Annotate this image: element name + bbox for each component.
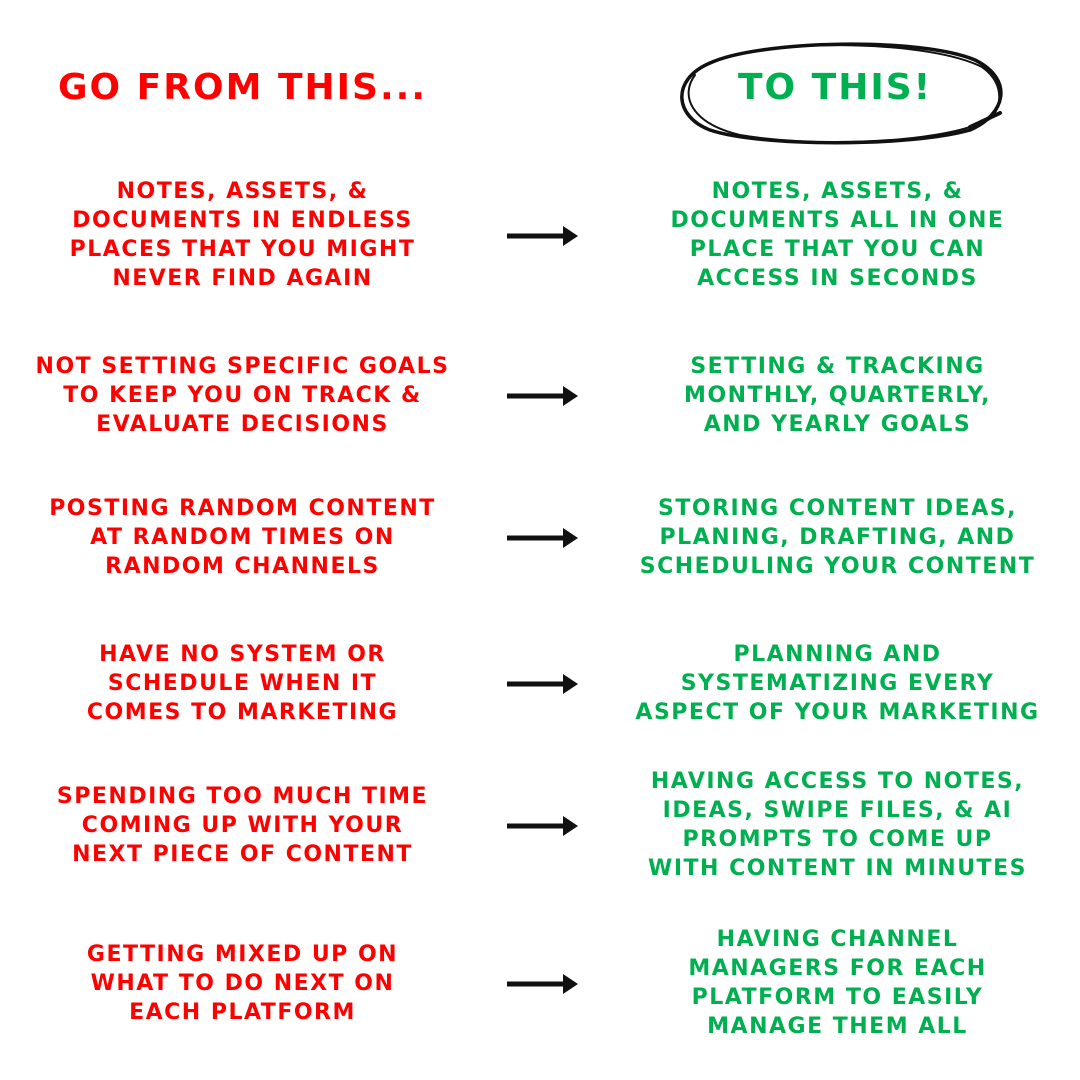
after-text: STORING CONTENT IDEAS, PLANING, DRAFTING, AND SCHEDULING YOUR CONTENT	[639, 495, 1036, 579]
after-text: HAVING CHANNEL MANAGERS FOR EACH PLATFORM TO EASILY MANAGE THEM ALL	[688, 927, 987, 1039]
comparison-row	[0, 760, 1080, 890]
heading-from: GO FROM THIS...	[58, 66, 427, 108]
after-text: NOTES, ASSETS, & DOCUMENTS ALL IN ONE PLACE THAT YOU CAN ACCESS IN SECONDS	[670, 179, 1005, 291]
before-text: GETTING MIXED UP ON WHAT TO DO NEXT ON EACH PLATFORM	[86, 941, 399, 1025]
comparison-row	[0, 618, 1080, 748]
after-text: PLANNING AND SYSTEMATIZING EVERY ASPECT OF YOUR MARKETING	[635, 641, 1040, 725]
before-text: NOT SETTING SPECIFIC GOALS TO KEEP YOU ON TRACK & EVALUATE DECISIONS	[35, 353, 450, 437]
arrow-right-icon	[505, 673, 580, 695]
before-text: HAVE NO SYSTEM OR SCHEDULE WHEN IT COMES TO MARKETING	[86, 641, 399, 725]
arrow-right-icon	[505, 527, 580, 549]
after-text: SETTING & TRACKING MONTHLY, QUARTERLY, AND YEARLY GOALS	[684, 353, 991, 437]
arrow-right-icon	[505, 973, 580, 995]
arrow-right-icon	[505, 225, 580, 247]
arrow-right-icon	[505, 385, 580, 407]
before-text: POSTING RANDOM CONTENT AT RANDOM TIMES ON RANDOM CHANNELS	[49, 495, 436, 579]
comparison-row	[0, 472, 1080, 602]
before-text: SPENDING TOO MUCH TIME COMING UP WITH YOUR NEXT PIECE OF CONTENT	[56, 783, 429, 867]
after-text: HAVING ACCESS TO NOTES, IDEAS, SWIPE FILES, & AI PROMPTS TO COME UP WITH CONTENT IN MINUTES	[648, 769, 1027, 881]
comparison-row	[0, 918, 1080, 1048]
arrow-right-icon	[505, 815, 580, 837]
comparison-row	[0, 170, 1080, 300]
before-text: NOTES, ASSETS, & DOCUMENTS IN ENDLESS PLACES THAT YOU MIGHT NEVER FIND AGAIN	[69, 179, 416, 291]
heading-to: TO THIS!	[737, 66, 933, 108]
comparison-row	[0, 330, 1080, 460]
